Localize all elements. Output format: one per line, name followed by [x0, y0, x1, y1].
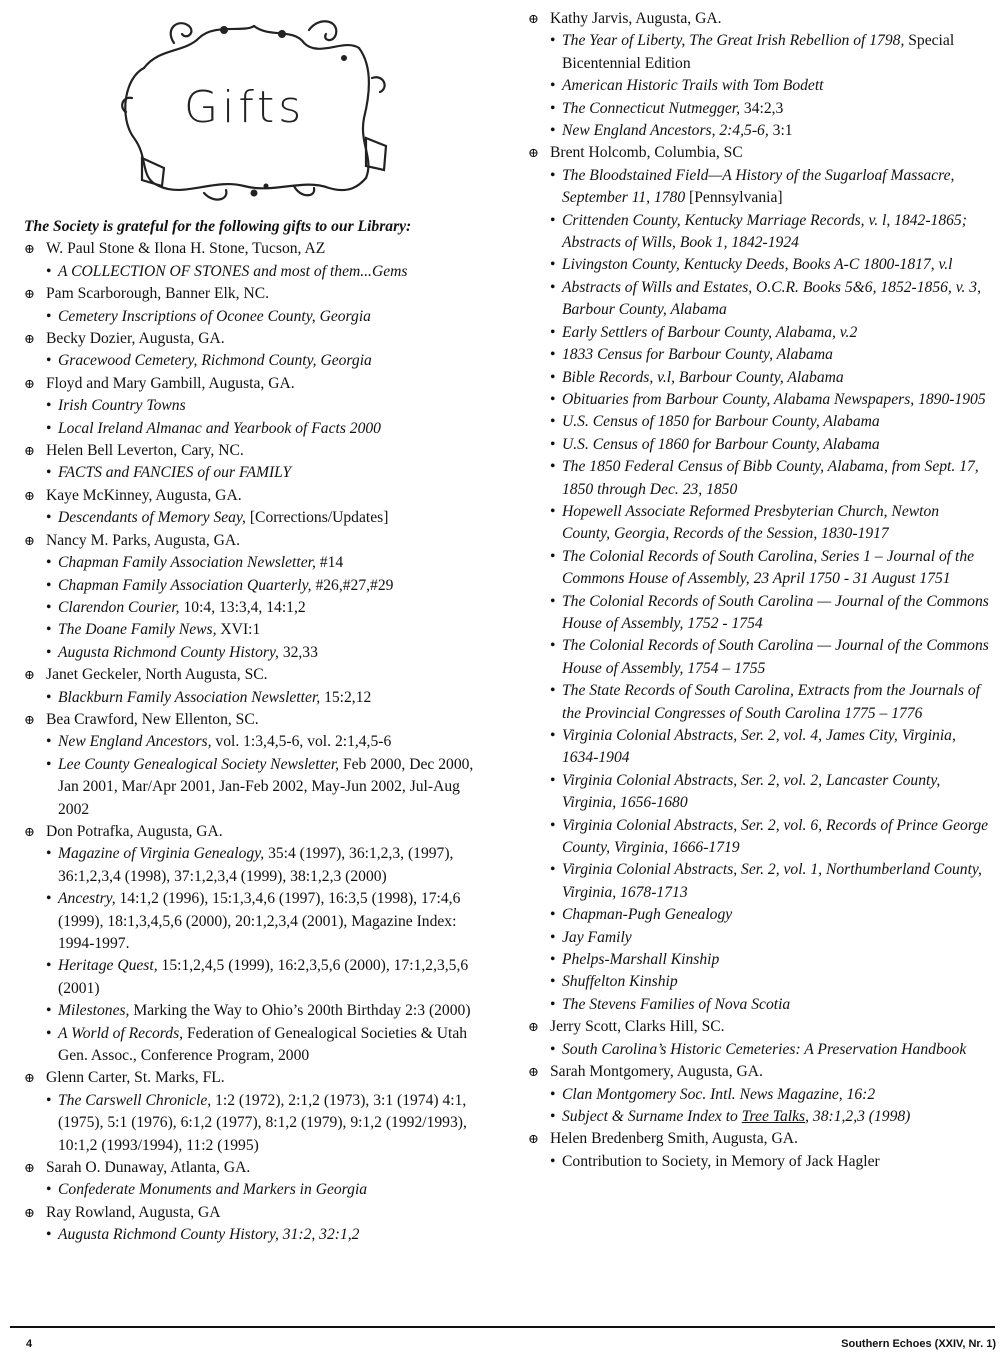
- gift-item-text: Jay Family: [562, 928, 632, 946]
- bullet-icon: •: [550, 99, 556, 117]
- bullet-icon: •: [46, 733, 52, 751]
- donor-name-text: Helen Bredenberg Smith, Augusta, GA.: [550, 1130, 798, 1148]
- donor-name: [24, 283, 494, 305]
- gift-item-text: Cemetery Inscriptions of Oconee County, Georgia: [58, 307, 371, 325]
- cross-circle-icon: ⊕: [24, 1070, 35, 1086]
- gift-item-text: Virginia Colonial Abstracts, Ser. 2, vol. 4, James City, Virginia, 1634-1904: [562, 727, 956, 767]
- gift-item-text: Subject & Surname Index to: [562, 1107, 742, 1125]
- gift-item-text: The Colonial Records of South Carolina — Journal of the Commons House of Assembly, 1754 – 1755: [562, 637, 989, 677]
- gift-item: [24, 306, 494, 328]
- gift-item: [528, 456, 990, 501]
- gifts-title: Gifts: [184, 82, 306, 133]
- donor-name: [24, 485, 494, 507]
- gift-item-text: , 38:1,2,3 (1998): [805, 1107, 911, 1125]
- gift-item-text: Feb 2000, Dec 2000, Jan 2001, Mar/Apr 2001, Jan-Feb 2002, May-Jun 2002, Jul-Aug 2002: [58, 755, 474, 818]
- gift-item-text: The State Records of South Carolina, Extracts from the Journals of the Provincial Congresses of South Carolina 1775 – 1776: [562, 682, 980, 722]
- gift-item-text: Crittenden County, Kentucky Marriage Records, v. l, 1842-1865; Abstracts of Wills, Book 1, 1842-1924: [562, 211, 967, 252]
- gift-item: [528, 635, 990, 680]
- cross-circle-icon: ⊕: [24, 375, 35, 391]
- gift-item: [24, 955, 494, 1000]
- donor-name: [24, 238, 494, 260]
- bullet-icon: •: [550, 771, 556, 789]
- bullet-icon: •: [550, 502, 556, 520]
- gift-item-text: 32,33: [282, 643, 318, 661]
- gift-item: [528, 165, 990, 210]
- donor-name-text: Bea Crawford, New Ellenton, SC.: [46, 710, 259, 728]
- gift-item: [528, 434, 990, 456]
- bullet-icon: •: [550, 32, 556, 50]
- bullet-icon: •: [550, 1152, 556, 1170]
- donor-name: [528, 1061, 990, 1083]
- gift-item-text: Clarendon Courier,: [58, 598, 184, 616]
- gift-item: [528, 75, 990, 97]
- gift-item-text: Local Ireland Almanac and Yearbook of Facts 2000: [58, 419, 381, 437]
- donor-name-text: Janet Geckeler, North Augusta, SC.: [46, 666, 268, 684]
- donor-name: [24, 440, 494, 462]
- cross-circle-icon: ⊕: [24, 667, 35, 683]
- bullet-icon: •: [46, 688, 52, 706]
- gift-item-text: Abstracts of Wills and Estates, O.C.R. Books 5&6, 1852-1856, v. 3, Barbour County, Alabama: [562, 278, 981, 319]
- gift-item: [528, 322, 990, 344]
- donor-name: [24, 373, 494, 395]
- donor-name: [528, 1016, 990, 1038]
- gift-item-text: Chapman Family Association Newsletter,: [58, 554, 320, 572]
- gift-item: [24, 1179, 494, 1201]
- gift-item-text: Augusta Richmond County History,: [58, 643, 283, 661]
- gift-item-text: Chapman Family Association Quarterly,: [58, 576, 316, 594]
- bullet-icon: •: [550, 435, 556, 453]
- gift-item: [528, 254, 990, 276]
- gift-item: [24, 619, 494, 641]
- gift-item-text: U.S. Census of 1860 for Barbour County, Alabama: [562, 435, 880, 453]
- donor-name: [528, 1128, 990, 1150]
- bullet-icon: •: [550, 727, 556, 744]
- bullet-icon: •: [550, 211, 556, 229]
- gift-item-text: Blackburn Family Association Newsletter,: [58, 688, 325, 706]
- gift-item-text: 35:4 (1997), 36:1,2,3, (1997), 36:1,2,3,4 (1998), 37:1,2,3,4 (1999), 38:1,2,3 (2000): [58, 845, 454, 885]
- bullet-icon: •: [550, 166, 556, 184]
- gift-item-text: The Connecticut Nutmegger,: [562, 99, 744, 117]
- bullet-icon: •: [46, 509, 52, 527]
- gift-item: [24, 575, 494, 597]
- bullet-icon: •: [46, 598, 52, 616]
- gift-item-text: Magazine of Virginia Genealogy,: [58, 845, 269, 863]
- donor-name-text: Floyd and Mary Gambill, Augusta, GA.: [46, 374, 295, 392]
- gift-item-text: Tree Talks: [741, 1107, 806, 1125]
- gift-item: [24, 597, 494, 619]
- gift-item-text: Clan Montgomery Soc. Intl. News Magazine, 16:2: [562, 1085, 876, 1103]
- gift-item-text: 15:2,12: [324, 688, 372, 706]
- gift-item-text: Descendants of Memory Seay,: [58, 509, 250, 527]
- gift-item: [24, 395, 494, 417]
- gift-item: [24, 1224, 494, 1246]
- gift-item: [24, 350, 494, 372]
- gift-item: [528, 120, 990, 142]
- gift-item: [528, 277, 990, 322]
- cross-circle-icon: ⊕: [24, 286, 35, 302]
- gift-item: [528, 927, 990, 949]
- gift-item-text: Chapman-Pugh Genealogy: [562, 906, 733, 924]
- bullet-icon: •: [550, 122, 556, 140]
- donor-name-text: Glenn Carter, St. Marks, FL.: [46, 1069, 225, 1087]
- gift-item: [24, 687, 494, 709]
- donor-name-text: Sarah O. Dunaway, Atlanta, GA.: [46, 1159, 251, 1177]
- gift-item-text: Virginia Colonial Abstracts, Ser. 2, vol. 6, Records of Prince George County, Virginia, 1666-1719: [562, 816, 989, 857]
- bullet-icon: •: [46, 1226, 52, 1244]
- gift-item: [24, 888, 494, 955]
- gift-item-text: Virginia Colonial Abstracts, Ser. 2, vol. 1, Northumberland County, Virginia, 1678-1713: [562, 861, 982, 901]
- gift-item-text: Marking the Way to Ohio’s 200th Birthday 2:3 (2000): [133, 1002, 471, 1020]
- bullet-icon: •: [550, 323, 556, 341]
- gift-item-text: Heritage Quest,: [58, 957, 162, 975]
- bullet-icon: •: [550, 368, 556, 386]
- bullet-icon: •: [46, 397, 52, 415]
- bullet-icon: •: [550, 973, 556, 991]
- donor-name: [528, 142, 990, 164]
- cross-circle-icon: ⊕: [24, 1160, 35, 1176]
- cross-circle-icon: ⊕: [528, 1131, 539, 1147]
- bullet-icon: •: [46, 352, 52, 370]
- gift-item: [528, 591, 990, 636]
- bullet-icon: •: [550, 995, 556, 1013]
- donor-name-text: Becky Dozier, Augusta, GA.: [46, 330, 225, 348]
- left-column: [24, 8, 494, 1247]
- gift-item-text: Federation of Genealogical Societies & Utah Gen. Assoc., Conference Program, 2000: [58, 1024, 468, 1065]
- gift-item: [528, 859, 990, 904]
- gift-item: [24, 843, 494, 888]
- gift-item-text: Irish Country Towns: [58, 397, 186, 415]
- gift-item: [528, 501, 990, 546]
- gift-item: [528, 770, 990, 815]
- donor-name-text: Kathy Jarvis, Augusta, GA.: [550, 10, 722, 27]
- gift-item-text: Bible Records, v.l, Barbour County, Alabama: [562, 368, 844, 386]
- bullet-icon: •: [46, 464, 52, 482]
- donor-name-text: Sarah Montgomery, Augusta, GA.: [550, 1063, 763, 1081]
- gift-item-text: #26,#27,#29: [315, 576, 394, 594]
- gift-item-text: Milestones,: [58, 1002, 134, 1020]
- gift-item-text: The Doane Family News,: [58, 621, 221, 639]
- right-donor-list: [528, 8, 990, 1173]
- cross-circle-icon: ⊕: [528, 1019, 539, 1035]
- gift-item-text: 3:1: [772, 122, 793, 140]
- gift-item: [528, 98, 990, 120]
- gift-item-text: Phelps-Marshall Kinship: [562, 951, 720, 969]
- gift-item-text: The Colonial Records of South Carolina — Journal of the Commons House of Assembly, 1752 - 1754: [562, 592, 989, 632]
- bullet-icon: •: [46, 621, 52, 639]
- bullet-icon: •: [550, 637, 556, 655]
- bullet-icon: •: [550, 256, 556, 274]
- gift-item-text: 15:1,2,4,5 (1999), 16:2,3,5,6 (2000), 17:1,2,3,5,6 (2001): [58, 957, 469, 997]
- donor-name: [24, 709, 494, 731]
- bullet-icon: •: [550, 1085, 556, 1103]
- gift-item-text: U.S. Census of 1850 for Barbour County, Alabama: [562, 413, 880, 431]
- intro-text: The Society is grateful for the following gifts to our Library:: [24, 218, 412, 235]
- gift-item: [528, 210, 990, 255]
- gift-item: [528, 904, 990, 926]
- bullet-icon: •: [550, 861, 556, 879]
- donor-name: [24, 1067, 494, 1089]
- gift-item-text: Shuffelton Kinship: [562, 973, 678, 991]
- bullet-icon: •: [46, 957, 52, 975]
- bullet-icon: •: [550, 1107, 556, 1125]
- gift-item: [24, 507, 494, 529]
- bullet-icon: •: [46, 307, 52, 325]
- cross-circle-icon: ⊕: [24, 487, 35, 503]
- donor-name: [24, 1202, 494, 1224]
- gift-item-text: South Carolina’s Historic Cemeteries: A Preservation Handbook: [562, 1040, 967, 1058]
- bullet-icon: •: [550, 951, 556, 969]
- gift-item: [528, 994, 990, 1016]
- cross-circle-icon: ⊕: [528, 1064, 539, 1080]
- gift-item: [24, 261, 494, 283]
- gift-item-text: A COLLECTION OF STONES: [58, 262, 254, 280]
- donor-name: [24, 664, 494, 686]
- left-donor-list: [24, 238, 494, 1246]
- donor-name: [528, 8, 990, 30]
- gift-item: [528, 949, 990, 971]
- gift-item: [528, 546, 990, 591]
- gift-item: [528, 680, 990, 725]
- donor-name-text: Pam Scarborough, Banner Elk, NC.: [46, 285, 270, 303]
- bullet-icon: •: [46, 554, 52, 572]
- gifts-header: [24, 8, 494, 215]
- gift-item-text: Contribution to Society, in Memory of Jack Hagler: [562, 1152, 880, 1170]
- gift-item-text: The Colonial Records of South Carolina, Series 1 – Journal of the Commons House of Assembly, 23 April 1750 - 31 August 1751: [562, 547, 975, 588]
- gift-item-text: Early Settlers of Barbour County, Alabama, v.2: [562, 323, 858, 341]
- gift-item-text: The 1850 Federal Census of Bibb County, Alabama, from Sept. 17, 1850 through Dec. 23, 1850: [562, 458, 979, 498]
- donor-name-text: Jerry Scott, Clarks Hill, SC.: [550, 1018, 725, 1036]
- gift-item: [528, 1084, 990, 1106]
- gift-item-text: 1:2 (1972), 2:1,2 (1973), 3:1 (1974) 4:1, (1975), 5:1 (1976), 6:1,2 (1977), 8:1,2 (1979), 9:1,2 (1992/1993), 10:1,2 (1993/1994), 11:2 (1995): [58, 1091, 467, 1154]
- cross-circle-icon: ⊕: [24, 331, 35, 347]
- donor-name-text: Helen Bell Leverton, Cary, NC.: [46, 442, 244, 460]
- gift-item: [24, 418, 494, 440]
- cross-circle-icon: ⊕: [24, 532, 35, 548]
- gift-item-text: Obituaries from Barbour County, Alabama Newspapers, 1890-1905: [562, 390, 986, 408]
- cross-circle-icon: ⊕: [24, 443, 35, 459]
- gift-item-text: vol. 1:3,4,5-6, vol. 2:1,4,5-6: [215, 733, 392, 751]
- footer-rule: [10, 1326, 995, 1328]
- donor-name: [24, 1157, 494, 1179]
- gift-item-text: Augusta Richmond County History, 31:2, 32:1,2: [58, 1226, 360, 1244]
- bullet-icon: •: [550, 816, 556, 834]
- gift-item-text: [Corrections/Updates]: [249, 509, 389, 527]
- gift-item-text: 34:2,3: [743, 99, 784, 117]
- gift-item-text: #14: [319, 554, 344, 572]
- gift-item: [528, 815, 990, 860]
- donor-name: [24, 328, 494, 350]
- bullet-icon: •: [550, 77, 556, 95]
- cross-circle-icon: ⊕: [24, 1204, 35, 1220]
- gift-item-text: The Bloodstained Field—A History of the Sugarloaf Massacre, September 11, 1780: [562, 166, 955, 207]
- donor-name: [24, 530, 494, 552]
- publication-title: Southern Echoes (XXIV, Nr. 1): [841, 1338, 996, 1350]
- cross-circle-icon: ⊕: [24, 823, 35, 839]
- bullet-icon: •: [550, 1040, 556, 1058]
- gift-item-text: Livingston County, Kentucky Deeds, Books A-C 1800-1817, v.l: [562, 256, 953, 274]
- cross-circle-icon: ⊕: [528, 11, 539, 26]
- bullet-icon: •: [46, 1024, 52, 1042]
- gift-item: [24, 731, 494, 753]
- gift-item-text: American Historic Trails with Tom Bodett: [562, 77, 824, 95]
- donor-name-text: Brent Holcomb, Columbia, SC: [550, 144, 743, 162]
- gift-item-text: Hopewell Associate Reformed Presbyterian Church, Newton County, Georgia, Records of the Session, 1830-1917: [562, 502, 940, 543]
- gift-item: [528, 1106, 990, 1128]
- bullet-icon: •: [46, 845, 52, 863]
- gift-item: [528, 971, 990, 993]
- gift-item-text: New England Ancestors, 2:4,5-6,: [562, 122, 773, 140]
- gift-item-text: 10:4, 13:3,4, 14:1,2: [183, 598, 306, 616]
- bullet-icon: •: [46, 1002, 52, 1020]
- gift-item-text: Ancestry,: [58, 890, 120, 908]
- bullet-icon: •: [550, 682, 556, 700]
- gift-item: [528, 725, 990, 770]
- donor-name-text: Nancy M. Parks, Augusta, GA.: [46, 531, 241, 549]
- gift-item-text: The Stevens Families of Nova Scotia: [562, 995, 791, 1013]
- bullet-icon: •: [550, 928, 556, 946]
- bullet-icon: •: [550, 278, 556, 296]
- gift-item: [528, 30, 990, 75]
- cross-circle-icon: ⊕: [24, 711, 35, 727]
- gift-item-text: FACTS and FANCIES of our FAMILY: [58, 464, 292, 482]
- bullet-icon: •: [550, 547, 556, 565]
- gift-item-text: Confederate Monuments and Markers in Georgia: [58, 1181, 368, 1199]
- donor-name: [24, 821, 494, 843]
- gift-item-text: A World of Records,: [58, 1024, 187, 1042]
- gift-item: [24, 462, 494, 484]
- gift-item: [24, 1090, 494, 1157]
- donor-name-text: W. Paul Stone & Ilona H. Stone, Tucson, AZ: [46, 240, 326, 258]
- gift-item: [528, 344, 990, 366]
- donor-name-text: Ray Rowland, Augusta, GA: [46, 1203, 221, 1221]
- gift-item-text: 14:1,2 (1996), 15:1,3,4,6 (1997), 16:3,5 (1998), 17:4,6 (1999), 18:1,3,4,5,6 (2000), 20:1,2,3,4 (2001), Magazine Index: 1994-1997.: [58, 890, 461, 952]
- bullet-icon: •: [550, 592, 556, 610]
- gift-item: [24, 1000, 494, 1022]
- donor-name-text: Kaye McKinney, Augusta, GA.: [46, 486, 242, 504]
- bullet-icon: •: [46, 643, 52, 661]
- cross-circle-icon: ⊕: [24, 241, 35, 257]
- gift-item-text: Special Bicentennial Edition: [562, 32, 955, 72]
- donor-name-text: Don Potrafka, Augusta, GA.: [46, 822, 223, 840]
- gift-item: [24, 642, 494, 664]
- gift-item: [24, 552, 494, 574]
- gift-item: [528, 1039, 990, 1061]
- gift-item-text: The Year of Liberty, The Great Irish Rebellion of 1798,: [562, 32, 909, 50]
- right-column: [528, 8, 990, 1173]
- bullet-icon: •: [550, 906, 556, 924]
- gift-item: [24, 754, 494, 821]
- bullet-icon: •: [46, 419, 52, 437]
- cross-circle-icon: ⊕: [528, 145, 539, 161]
- gift-item-text: Lee County Genealogical Society Newsletter,: [58, 755, 343, 773]
- bullet-icon: •: [550, 458, 556, 476]
- bullet-icon: •: [46, 755, 52, 773]
- gift-item: [528, 367, 990, 389]
- gift-item: [528, 411, 990, 433]
- gift-item-text: 1833 Census for Barbour County, Alabama: [562, 346, 833, 364]
- gift-item: [24, 1023, 494, 1068]
- gift-item-text: New England Ancestors,: [58, 733, 216, 751]
- bullet-icon: •: [46, 576, 52, 594]
- bullet-icon: •: [550, 346, 556, 364]
- bullet-icon: •: [46, 1091, 52, 1109]
- gift-item-text: [Pennsylvania]: [689, 189, 783, 207]
- gift-item-text: Gracewood Cemetery, Richmond County, Georgia: [58, 352, 372, 370]
- gift-item: [528, 1151, 990, 1173]
- bullet-icon: •: [46, 890, 52, 908]
- bullet-icon: •: [550, 390, 556, 408]
- gift-item-text: XVI:1: [220, 621, 261, 639]
- page-number: 4: [26, 1338, 33, 1350]
- bullet-icon: •: [550, 413, 556, 431]
- gift-item-text: The Carswell Chronicle,: [58, 1091, 216, 1109]
- bullet-icon: •: [46, 262, 52, 280]
- gift-item: [528, 389, 990, 411]
- gift-item-text: Virginia Colonial Abstracts, Ser. 2, vol. 2, Lancaster County, Virginia, 1656-1680: [562, 771, 941, 812]
- gift-item-text: and most of them...Gems: [253, 262, 408, 280]
- bullet-icon: •: [46, 1181, 52, 1199]
